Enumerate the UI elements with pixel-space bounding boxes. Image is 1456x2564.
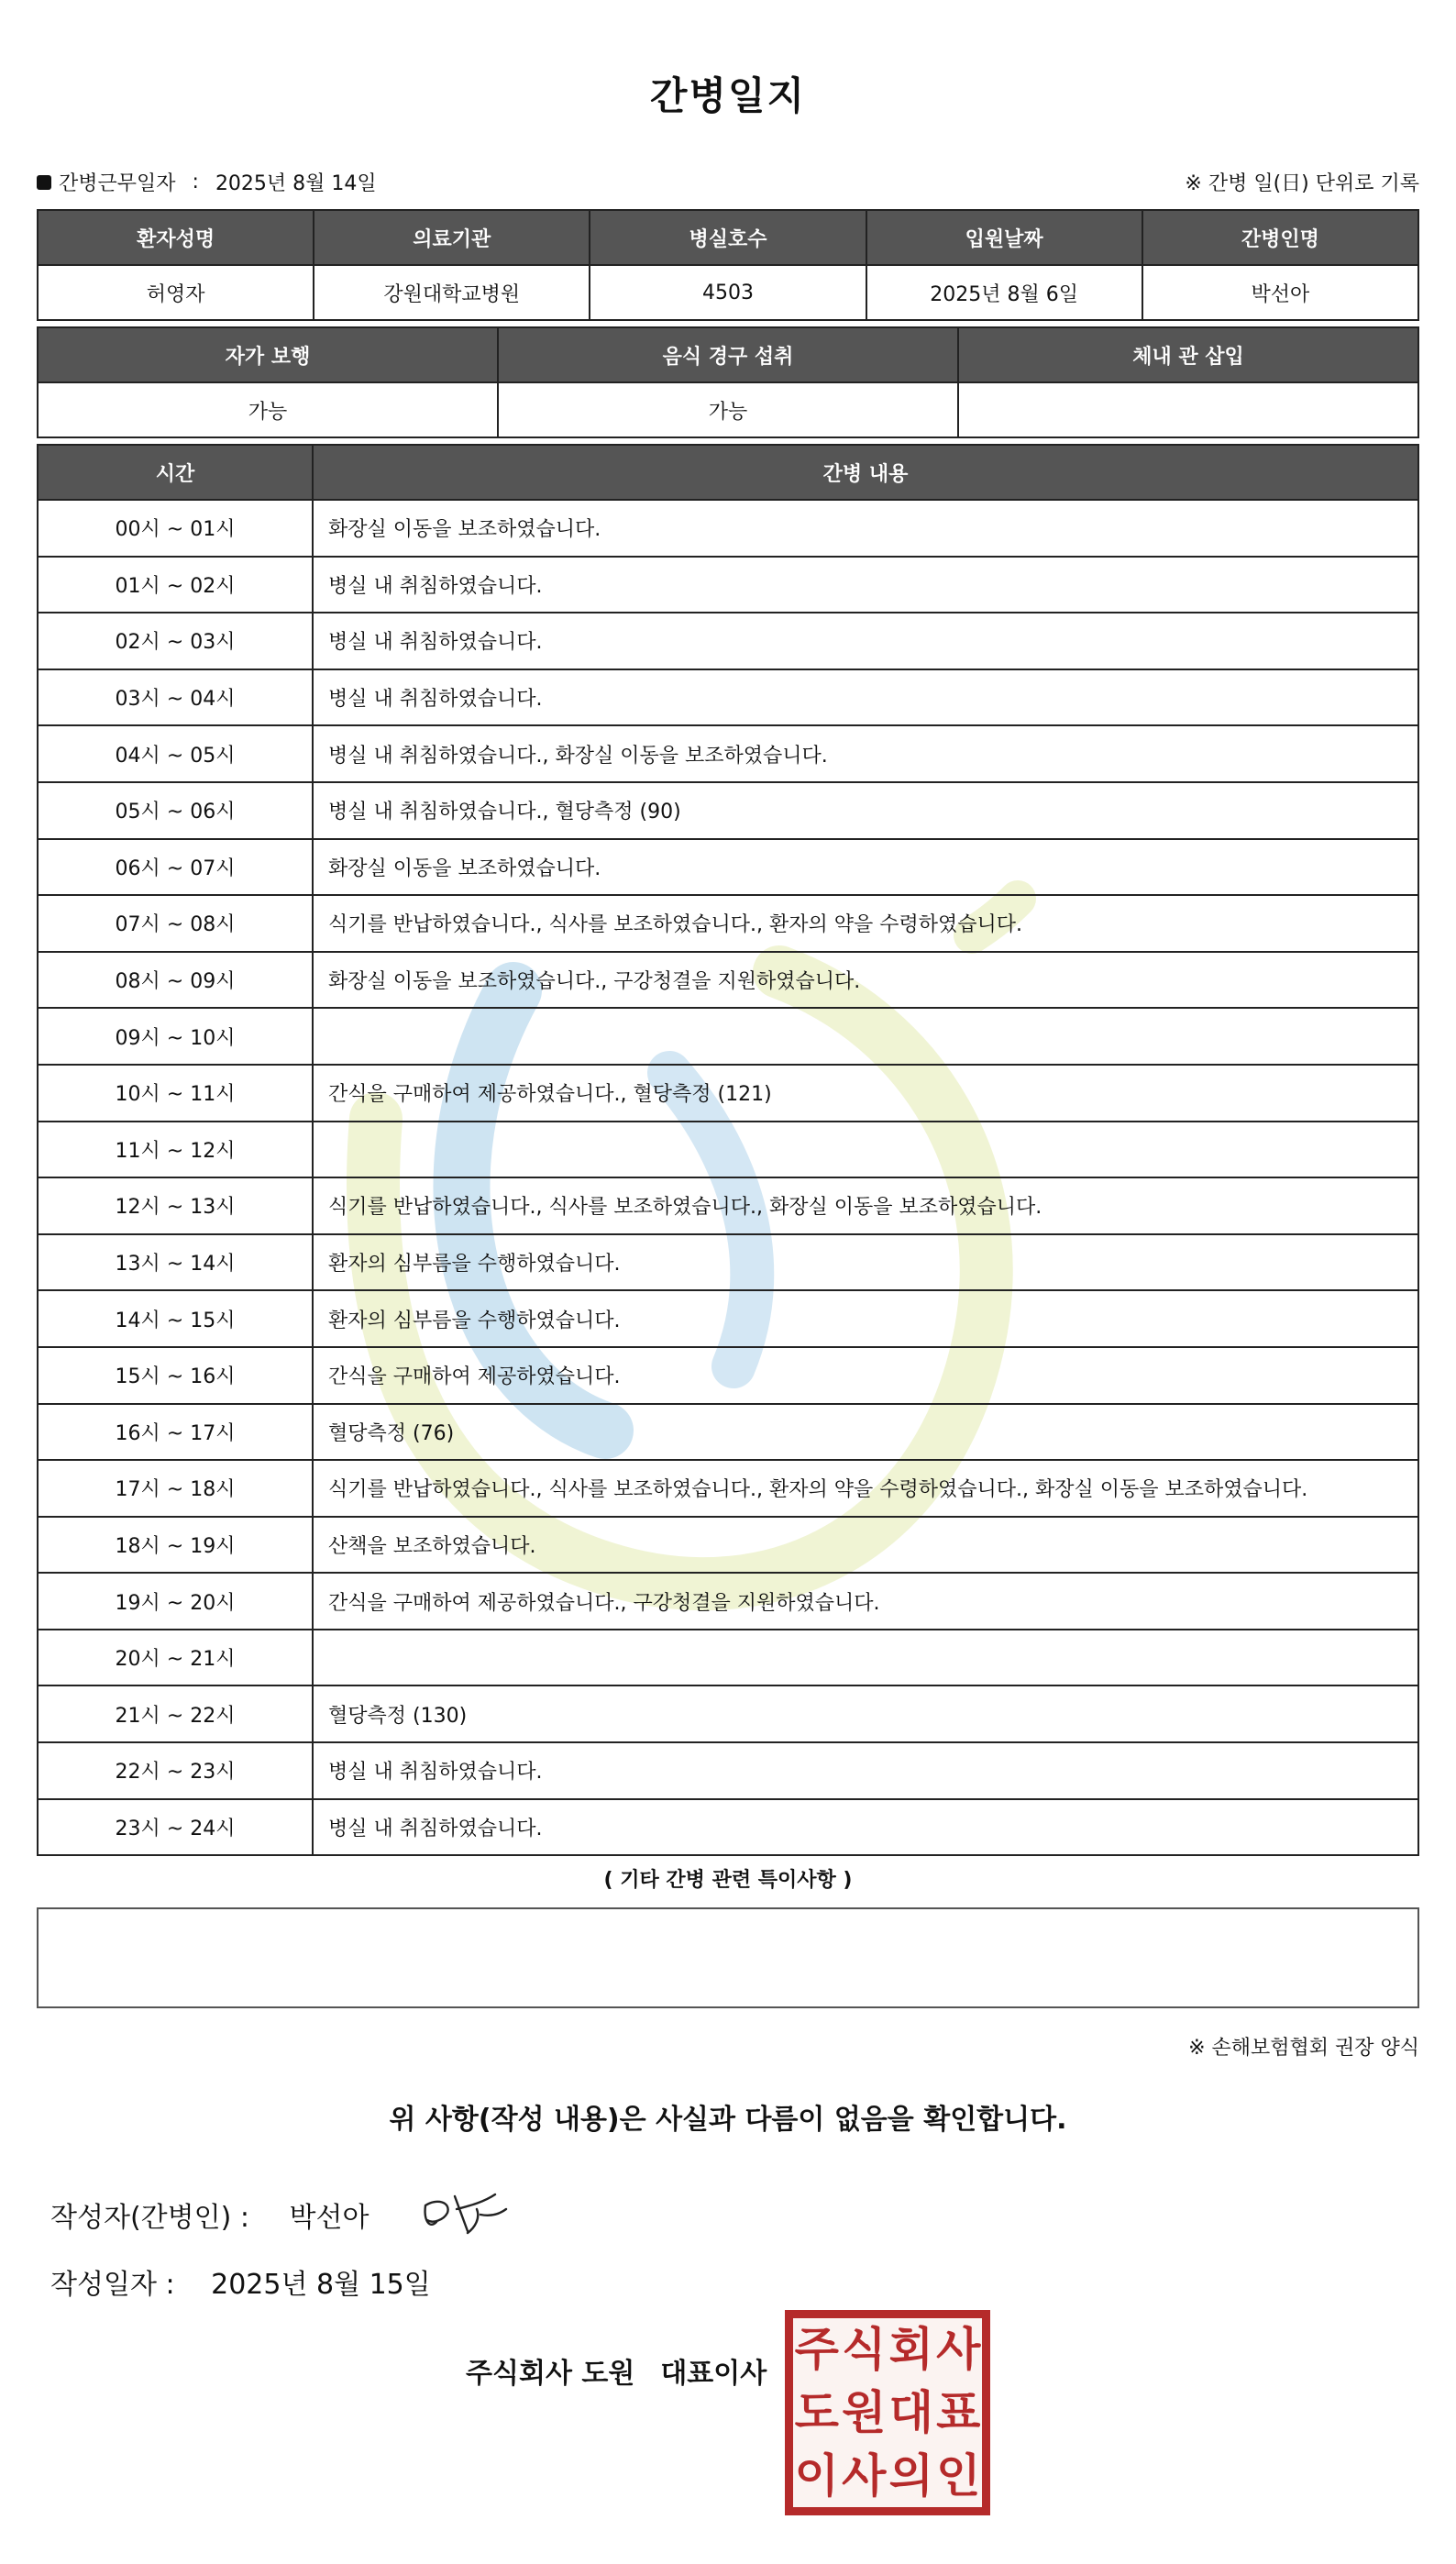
log-content: 식기를 반납하였습니다., 식사를 보조하였습니다., 화장실 이동을 보조하였습니다. <box>313 1177 1418 1234</box>
table-row <box>38 1742 1418 1799</box>
page-title: 간병일지 <box>649 73 807 118</box>
table-row <box>38 1573 1418 1630</box>
table-row <box>38 1234 1418 1291</box>
company-name: 주식회사 도원 <box>466 2358 635 2390</box>
header-caregiver-name: 간병인명 <box>1142 210 1418 265</box>
log-content: 간식을 구매하여 제공하였습니다. <box>313 1347 1418 1404</box>
table-row <box>38 1685 1418 1742</box>
log-time: 03시 ~ 04시 <box>38 669 313 726</box>
seal-character: 의 <box>888 2448 933 2503</box>
status-header-row <box>38 327 1418 382</box>
header-hospital: 의료기관 <box>314 210 590 265</box>
log-content: 산책을 보조하였습니다. <box>313 1517 1418 1574</box>
seal-character: 원 <box>842 2385 887 2439</box>
work-date-label: 간병근무일자 <box>59 172 176 195</box>
log-content <box>313 1630 1418 1686</box>
remarks-box <box>37 1907 1419 2008</box>
table-row <box>38 669 1418 726</box>
table-row <box>38 782 1418 839</box>
patient-name: 허영자 <box>38 265 314 320</box>
seal-character: 도 <box>794 2385 839 2439</box>
table-row <box>38 1008 1418 1065</box>
seal-character: 회 <box>888 2323 933 2377</box>
log-time: 15시 ~ 16시 <box>38 1347 313 1404</box>
log-time: 13시 ~ 14시 <box>38 1234 313 1291</box>
log-content <box>313 1122 1418 1178</box>
log-content: 혈당측정 (130) <box>313 1685 1418 1742</box>
log-time: 19시 ~ 20시 <box>38 1573 313 1630</box>
table-row <box>38 1177 1418 1234</box>
form-note: ※ 손해보험협회 권장 양식 <box>1188 2037 1419 2060</box>
table-row <box>38 839 1418 896</box>
log-content: 병실 내 취침하였습니다., 혈당측정 (90) <box>313 782 1418 839</box>
log-time: 02시 ~ 03시 <box>38 613 313 669</box>
patient-info-table <box>37 209 1419 321</box>
log-time: 17시 ~ 18시 <box>38 1460 313 1517</box>
log-content: 환자의 심부름을 수행하였습니다. <box>313 1290 1418 1347</box>
log-time: 18시 ~ 19시 <box>38 1517 313 1574</box>
table-row <box>38 1347 1418 1404</box>
table-row <box>38 613 1418 669</box>
header-care-content: 간병 내용 <box>313 445 1418 500</box>
table-row <box>38 1290 1418 1347</box>
log-time: 01시 ~ 02시 <box>38 557 313 613</box>
seal-character: 사 <box>842 2448 887 2503</box>
handwritten-signature <box>420 2178 512 2242</box>
care-log-table <box>37 444 1419 1856</box>
writer-name: 박선아 <box>289 2202 370 2234</box>
seal-character: 사 <box>936 2323 981 2377</box>
patient-info-value-row <box>38 265 1418 320</box>
writer-line <box>50 2194 369 2235</box>
log-content: 환자의 심부름을 수행하였습니다. <box>313 1234 1418 1291</box>
log-content: 병실 내 취침하였습니다. <box>313 1799 1418 1856</box>
table-row <box>38 725 1418 782</box>
table-row <box>38 1630 1418 1686</box>
header-oral-intake: 음식 경구 섭취 <box>498 327 958 382</box>
table-row <box>38 1460 1418 1517</box>
bullet-square-icon <box>37 175 51 190</box>
log-time: 07시 ~ 08시 <box>38 895 313 952</box>
log-content: 화장실 이동을 보조하였습니다. <box>313 500 1418 557</box>
written-date: 2025년 8월 15일 <box>211 2269 431 2301</box>
work-date <box>37 168 377 196</box>
self-walking: 가능 <box>38 382 498 437</box>
header-patient-name: 환자성명 <box>38 210 314 265</box>
table-row <box>38 895 1418 952</box>
care-log-body <box>38 500 1418 1855</box>
log-content: 혈당측정 (76) <box>313 1404 1418 1461</box>
log-time: 21시 ~ 22시 <box>38 1685 313 1742</box>
log-content: 식기를 반납하였습니다., 식사를 보조하였습니다., 환자의 약을 수령하였습니다., 화장실 이동을 보조하였습니다. <box>313 1460 1418 1517</box>
header-time: 시간 <box>38 445 313 500</box>
log-content: 간식을 구매하여 제공하였습니다., 구강청결을 지원하였습니다. <box>313 1573 1418 1630</box>
log-time: 08시 ~ 09시 <box>38 952 313 1009</box>
table-row <box>38 1799 1418 1856</box>
company-signoff <box>466 2350 767 2391</box>
table-row <box>38 1404 1418 1461</box>
table-row <box>38 557 1418 613</box>
patient-status-table <box>37 326 1419 438</box>
seal-character: 대 <box>888 2385 933 2439</box>
hospital: 강원대학교병원 <box>314 265 590 320</box>
work-date-separator: : <box>192 171 199 193</box>
log-content: 병실 내 취침하였습니다., 화장실 이동을 보조하였습니다. <box>313 725 1418 782</box>
log-time: 10시 ~ 11시 <box>38 1065 313 1122</box>
admission-date: 2025년 8월 6일 <box>866 265 1142 320</box>
header-self-walking: 자가 보행 <box>38 327 498 382</box>
log-time: 00시 ~ 01시 <box>38 500 313 557</box>
written-date-label: 작성일자 : <box>50 2269 175 2301</box>
log-content: 병실 내 취침하였습니다. <box>313 1742 1418 1799</box>
seal-character: 주 <box>794 2323 839 2377</box>
log-time: 05시 ~ 06시 <box>38 782 313 839</box>
table-row <box>38 952 1418 1009</box>
log-content: 병실 내 취침하였습니다. <box>313 613 1418 669</box>
log-content: 간식을 구매하여 제공하였습니다., 혈당측정 (121) <box>313 1065 1418 1122</box>
table-row <box>38 1065 1418 1122</box>
oral-intake: 가능 <box>498 382 958 437</box>
seal-character: 표 <box>936 2385 981 2439</box>
patient-info-header-row <box>38 210 1418 265</box>
log-time: 06시 ~ 07시 <box>38 839 313 896</box>
log-time: 04시 ~ 05시 <box>38 725 313 782</box>
confirmation-statement: 위 사항(작성 내용)은 사실과 다름이 없음을 확인합니다. <box>389 2104 1067 2136</box>
company-seal-stamp <box>785 2310 990 2515</box>
seal-character: 인 <box>936 2448 981 2503</box>
seal-character: 식 <box>842 2323 887 2377</box>
status-value-row <box>38 382 1418 437</box>
header-room-number: 병실호수 <box>590 210 866 265</box>
seal-character: 이 <box>794 2448 839 2503</box>
log-time: 09시 ~ 10시 <box>38 1008 313 1065</box>
log-content <box>313 1008 1418 1065</box>
writer-label: 작성자(간병인) : <box>50 2202 249 2234</box>
log-content: 화장실 이동을 보조하였습니다. <box>313 839 1418 896</box>
log-content: 병실 내 취침하였습니다. <box>313 557 1418 613</box>
care-log-header-row <box>38 445 1418 500</box>
tube-insertion <box>958 382 1418 437</box>
work-date-value: 2025년 8월 14일 <box>215 172 377 195</box>
log-content: 화장실 이동을 보조하였습니다., 구강청결을 지원하였습니다. <box>313 952 1418 1009</box>
representative-title: 대표이사 <box>660 2358 767 2390</box>
room-number: 4503 <box>590 265 866 320</box>
log-time: 20시 ~ 21시 <box>38 1630 313 1686</box>
caregiver-name: 박선아 <box>1142 265 1418 320</box>
log-time: 11시 ~ 12시 <box>38 1122 313 1178</box>
header-tube-insertion: 체내 관 삽입 <box>958 327 1418 382</box>
log-content: 병실 내 취침하였습니다. <box>313 669 1418 726</box>
table-row <box>38 500 1418 557</box>
written-date-line <box>50 2261 431 2302</box>
remarks-title: ( 기타 간병 관련 특이사항 ) <box>603 1869 853 1892</box>
table-row <box>38 1517 1418 1574</box>
log-time: 22시 ~ 23시 <box>38 1742 313 1799</box>
log-time: 12시 ~ 13시 <box>38 1177 313 1234</box>
unit-note: ※ 간병 일(日) 단위로 기록 <box>1185 172 1419 195</box>
header-admission-date: 입원날짜 <box>866 210 1142 265</box>
log-time: 16시 ~ 17시 <box>38 1404 313 1461</box>
log-time: 23시 ~ 24시 <box>38 1799 313 1856</box>
log-time: 14시 ~ 15시 <box>38 1290 313 1347</box>
table-row <box>38 1122 1418 1178</box>
log-content: 식기를 반납하였습니다., 식사를 보조하였습니다., 환자의 약을 수령하였습니다. <box>313 895 1418 952</box>
